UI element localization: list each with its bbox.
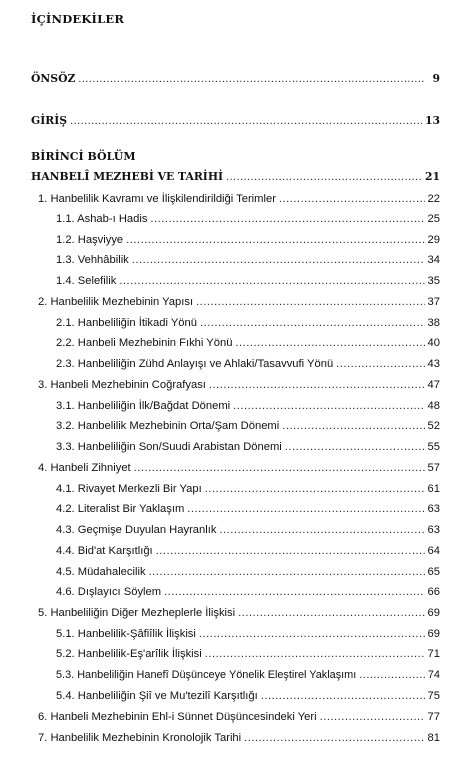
toc-entry[interactable] (56, 211, 440, 227)
dot-leader (119, 273, 424, 289)
toc-entry-page: 21 (424, 170, 440, 183)
toc-entry[interactable] (56, 626, 440, 642)
toc-entry[interactable] (56, 501, 440, 517)
toc-entry-page: 69 (427, 628, 440, 640)
dot-leader (359, 667, 425, 683)
toc-entry-label: 5.3. Hanbeliliğin Hanefî Düşünceye Yönelik Eleştirel Yaklaşımı (56, 669, 357, 681)
dot-leader (219, 522, 424, 538)
toc-entry-label: 4.6. Dışlayıcı Söylem (56, 586, 162, 598)
toc-entry[interactable] (56, 646, 440, 662)
dot-leader (226, 169, 422, 185)
dot-leader (132, 252, 425, 268)
toc-entry-page: 57 (427, 462, 440, 474)
toc-entry[interactable] (56, 522, 440, 538)
toc-entry-page: 55 (427, 441, 440, 453)
dot-leader (238, 605, 424, 621)
dot-leader (164, 584, 424, 600)
toc-entry[interactable] (56, 356, 440, 372)
toc-entry[interactable] (56, 398, 440, 414)
dot-leader (70, 113, 422, 129)
toc-entry[interactable] (56, 418, 440, 434)
toc-entry-page: 52 (427, 420, 440, 432)
dot-leader (233, 398, 424, 414)
dot-leader (196, 294, 424, 310)
toc-entry-page: 9 (432, 72, 440, 85)
toc-entry-part-heading[interactable] (31, 169, 440, 185)
dot-leader (209, 377, 425, 393)
toc-entry-label: 7. Hanbelilik Mezhebinin Kronolojik Tarihi (38, 732, 242, 744)
toc-entry-label: 1.2. Haşviyye (56, 234, 124, 246)
toc-entry-label: 5.2. Hanbelilik-Eş'arîlik İlişkisi (56, 648, 202, 660)
dot-leader (78, 71, 425, 87)
toc-entry-label: 2.3. Hanbeliliğin Zühd Anlayışı ve Ahlaki/Tasavvufi Yönü (56, 358, 334, 370)
toc-entry-page: 29 (427, 234, 440, 246)
toc-entry-label: GİRİŞ (31, 114, 68, 127)
toc-entry-page: 37 (427, 296, 440, 308)
toc-entry-label: 2.2. Hanbeli Mezhebinin Fıkhi Yönü (56, 337, 233, 349)
toc-entry-page: 47 (427, 379, 440, 391)
dot-leader (200, 315, 425, 331)
toc-entry-page: 48 (427, 400, 440, 412)
toc-entry-label: 3.3. Hanbeliliğin Son/Suudi Arabistan Dönemi (56, 441, 282, 453)
toc-entry-label: 3.2. Hanbelilik Mezhebinin Orta/Şam Dönemi (56, 420, 280, 432)
dot-leader (126, 232, 424, 248)
toc-entry[interactable] (56, 667, 440, 683)
toc-entry[interactable] (38, 605, 440, 621)
toc-entry-label: 4.2. Literalist Bir Yaklaşım (56, 503, 185, 515)
toc-entry-label: HANBELÎ MEZHEBİ VE TARİHİ (31, 170, 224, 183)
toc-entry-page: 61 (427, 483, 440, 495)
dot-leader (235, 335, 424, 351)
dot-leader (205, 646, 425, 662)
dot-leader (199, 626, 425, 642)
toc-entry-page: 22 (427, 193, 440, 205)
toc-entry-label: 1.3. Vehhâbilik (56, 254, 129, 266)
toc-entry[interactable] (38, 294, 440, 310)
toc-entry[interactable] (56, 564, 440, 580)
dot-leader (150, 211, 424, 227)
toc-entry-label: 1.4. Selefilik (56, 275, 117, 287)
dot-leader (149, 564, 425, 580)
toc-entry[interactable] (56, 315, 440, 331)
toc-entry[interactable] (56, 439, 440, 455)
toc-entry-page: 69 (427, 607, 440, 619)
dot-leader (261, 688, 425, 704)
toc-entry[interactable] (56, 688, 440, 704)
toc-entry-label: ÖNSÖZ (31, 72, 76, 85)
toc-entry-onsoz[interactable] (31, 71, 440, 87)
toc-entry-giris[interactable] (31, 113, 440, 129)
toc-entry-page: 40 (427, 337, 440, 349)
dot-leader (244, 730, 424, 746)
toc-entry-page: 77 (427, 711, 440, 723)
toc-entry[interactable] (56, 543, 440, 559)
toc-entry-page: 71 (427, 648, 440, 660)
toc-entry[interactable] (38, 709, 440, 725)
toc-entry[interactable] (56, 273, 440, 289)
dot-leader (279, 191, 425, 207)
toc-entry-label: 5.1. Hanbelilik-Şâfiîlik İlişkisi (56, 628, 196, 640)
dot-leader (336, 356, 424, 372)
toc-entry[interactable] (38, 377, 440, 393)
toc-entry-label: 1.1. Ashab-ı Hadis (56, 213, 148, 225)
toc-entry[interactable] (38, 730, 440, 746)
toc-entry-page: 63 (427, 503, 440, 515)
toc-entry[interactable] (56, 481, 440, 497)
toc-entry-page: 35 (427, 275, 440, 287)
part-label: BİRİNCİ BÖLÜM (31, 150, 136, 163)
toc-entry-page: 63 (427, 524, 440, 536)
toc-entry-label: 5.4. Hanbeliliğin Şiî ve Mu'tezilî Karşıtlığı (56, 690, 258, 702)
toc-entry-label: 4.5. Müdahalecilik (56, 566, 146, 578)
toc-entry-label: 1. Hanbelilik Kavramı ve İlişkilendirildiği Terimler (38, 193, 276, 205)
toc-entry[interactable] (56, 584, 440, 600)
toc-entry-page: 81 (427, 732, 440, 744)
toc-entry-label: 2. Hanbelilik Mezhebinin Yapısı (38, 296, 194, 308)
toc-entry-label: 5. Hanbeliliğin Diğer Mezheplerle İlişkisi (38, 607, 236, 619)
toc-entry-label: 6. Hanbeli Mezhebinin Ehl-i Sünnet Düşüncesindeki Yeri (38, 711, 317, 723)
page-title: İÇİNDEKİLER (31, 12, 125, 26)
toc-entry-page: 34 (427, 254, 440, 266)
toc-entry[interactable] (56, 335, 440, 351)
dot-leader (134, 460, 425, 476)
toc-entry[interactable] (38, 460, 440, 476)
dot-leader (285, 439, 425, 455)
toc-entry[interactable] (38, 191, 440, 207)
toc-entry-label: 2.1. Hanbeliliğin İtikadi Yönü (56, 317, 197, 329)
toc-entry-page: 25 (427, 213, 440, 225)
toc-entry[interactable] (56, 232, 440, 248)
toc-entry-page: 43 (427, 358, 440, 370)
dot-leader (187, 501, 424, 517)
toc-entry[interactable] (56, 252, 440, 268)
dot-leader (205, 481, 425, 497)
toc-entry-page: 64 (427, 545, 440, 557)
toc-entry-label: 4.1. Rivayet Merkezli Bir Yapı (56, 483, 202, 495)
dot-leader (156, 543, 425, 559)
dot-leader (282, 418, 424, 434)
toc-entry-page: 38 (427, 317, 440, 329)
toc-entry-page: 65 (427, 566, 440, 578)
toc-entry-label: 4.3. Geçmişe Duyulan Hayranlık (56, 524, 217, 536)
toc-entry-label: 4.4. Bid'at Karşıtlığı (56, 545, 153, 557)
toc-entry-label: 3. Hanbeli Mezhebinin Coğrafyası (38, 379, 206, 391)
toc-entry-label: 3.1. Hanbeliliğin İlk/Bağdat Dönemi (56, 400, 231, 412)
toc-entry-page: 66 (427, 586, 440, 598)
dot-leader (320, 709, 425, 725)
toc-entry-label: 4. Hanbeli Zihniyet (38, 462, 131, 474)
toc-entry-page: 13 (424, 114, 440, 127)
toc-entry-page: 74 (427, 669, 440, 681)
toc-entry-page: 75 (427, 690, 440, 702)
